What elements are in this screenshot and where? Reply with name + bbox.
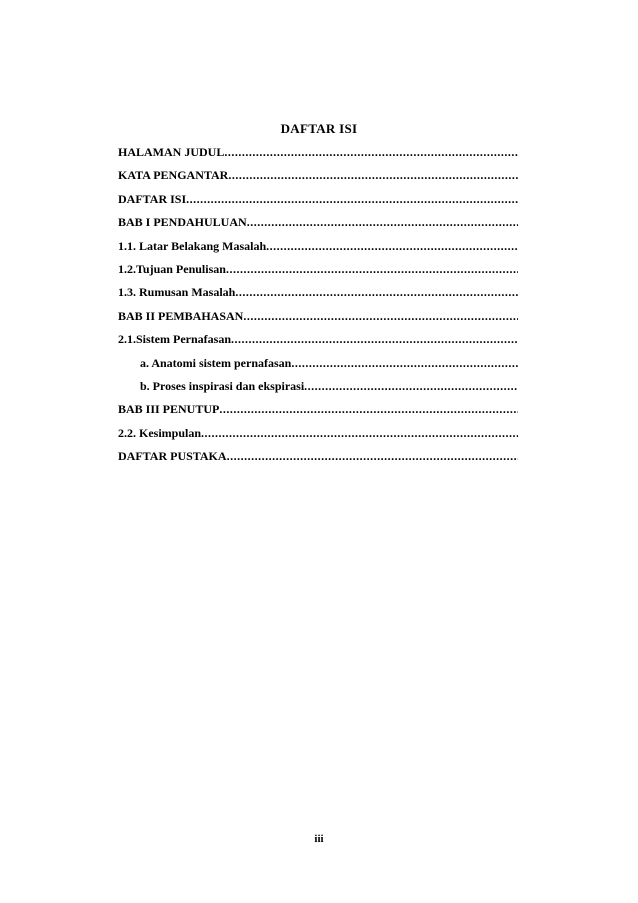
toc-dot-leader <box>235 285 518 300</box>
toc-entry-label: a. Anatomi sistem pernafasan <box>140 355 292 370</box>
page-number: iii <box>314 833 324 845</box>
toc-dot-leader <box>243 309 518 324</box>
toc-entry-label: 2.2. Kesimpulan <box>118 425 202 440</box>
toc-dot-leader <box>224 145 518 160</box>
toc-dot-leader <box>304 379 518 394</box>
toc-entry-2-1-a <box>118 356 518 379</box>
toc-entry-bab-3 <box>118 402 518 425</box>
table-of-contents <box>118 145 518 472</box>
toc-dot-leader <box>228 168 518 183</box>
toc-entry-1-3 <box>118 285 518 308</box>
toc-dot-leader <box>186 192 518 207</box>
toc-entry-label: BAB I PENDAHULUAN <box>118 215 247 230</box>
toc-entry-daftar-isi <box>118 192 518 215</box>
toc-entry-2-1 <box>118 332 518 355</box>
toc-entry-1-1 <box>118 239 518 262</box>
toc-entry-label: HALAMAN JUDUL <box>118 145 225 159</box>
toc-entry-1-2 <box>118 262 518 285</box>
toc-entry-label: DAFTAR PUSTAKA <box>118 449 227 464</box>
toc-entry-label: 1.1. Latar Belakang Masalah <box>118 238 267 253</box>
toc-dot-leader <box>231 332 518 347</box>
toc-entry-kata-pengantar <box>118 168 518 191</box>
toc-dot-leader <box>227 449 518 464</box>
toc-dot-leader <box>266 239 518 254</box>
toc-dot-leader <box>201 426 518 441</box>
toc-dot-leader <box>291 356 518 371</box>
toc-entry-label: BAB III PENUTUP <box>118 402 220 417</box>
toc-entry-label: BAB II PEMBAHASAN <box>118 308 244 323</box>
toc-entry-bab-2 <box>118 309 518 332</box>
toc-entry-label: 1.2.Tujuan Penulisan <box>118 261 226 276</box>
toc-entry-2-2 <box>118 426 518 449</box>
toc-entry-label: 1.3. Rumusan Masalah <box>118 285 236 300</box>
toc-entry-halaman-judul <box>118 145 518 168</box>
toc-entry-label: 2.1.Sistem Pernafasan <box>118 332 231 347</box>
toc-entry-daftar-pustaka <box>118 449 518 472</box>
toc-dot-leader <box>226 262 518 277</box>
toc-entry-label: DAFTAR ISI <box>118 191 187 206</box>
page-title: DAFTAR ISI <box>280 121 358 136</box>
toc-entry-label: b. Proses inspirasi dan ekspirasi <box>140 378 305 393</box>
toc-entry-bab-1 <box>118 215 518 238</box>
toc-dot-leader <box>247 215 518 230</box>
toc-entry-2-1-b <box>118 379 518 402</box>
toc-entry-label: KATA PENGANTAR <box>118 168 229 183</box>
toc-dot-leader <box>219 402 518 417</box>
